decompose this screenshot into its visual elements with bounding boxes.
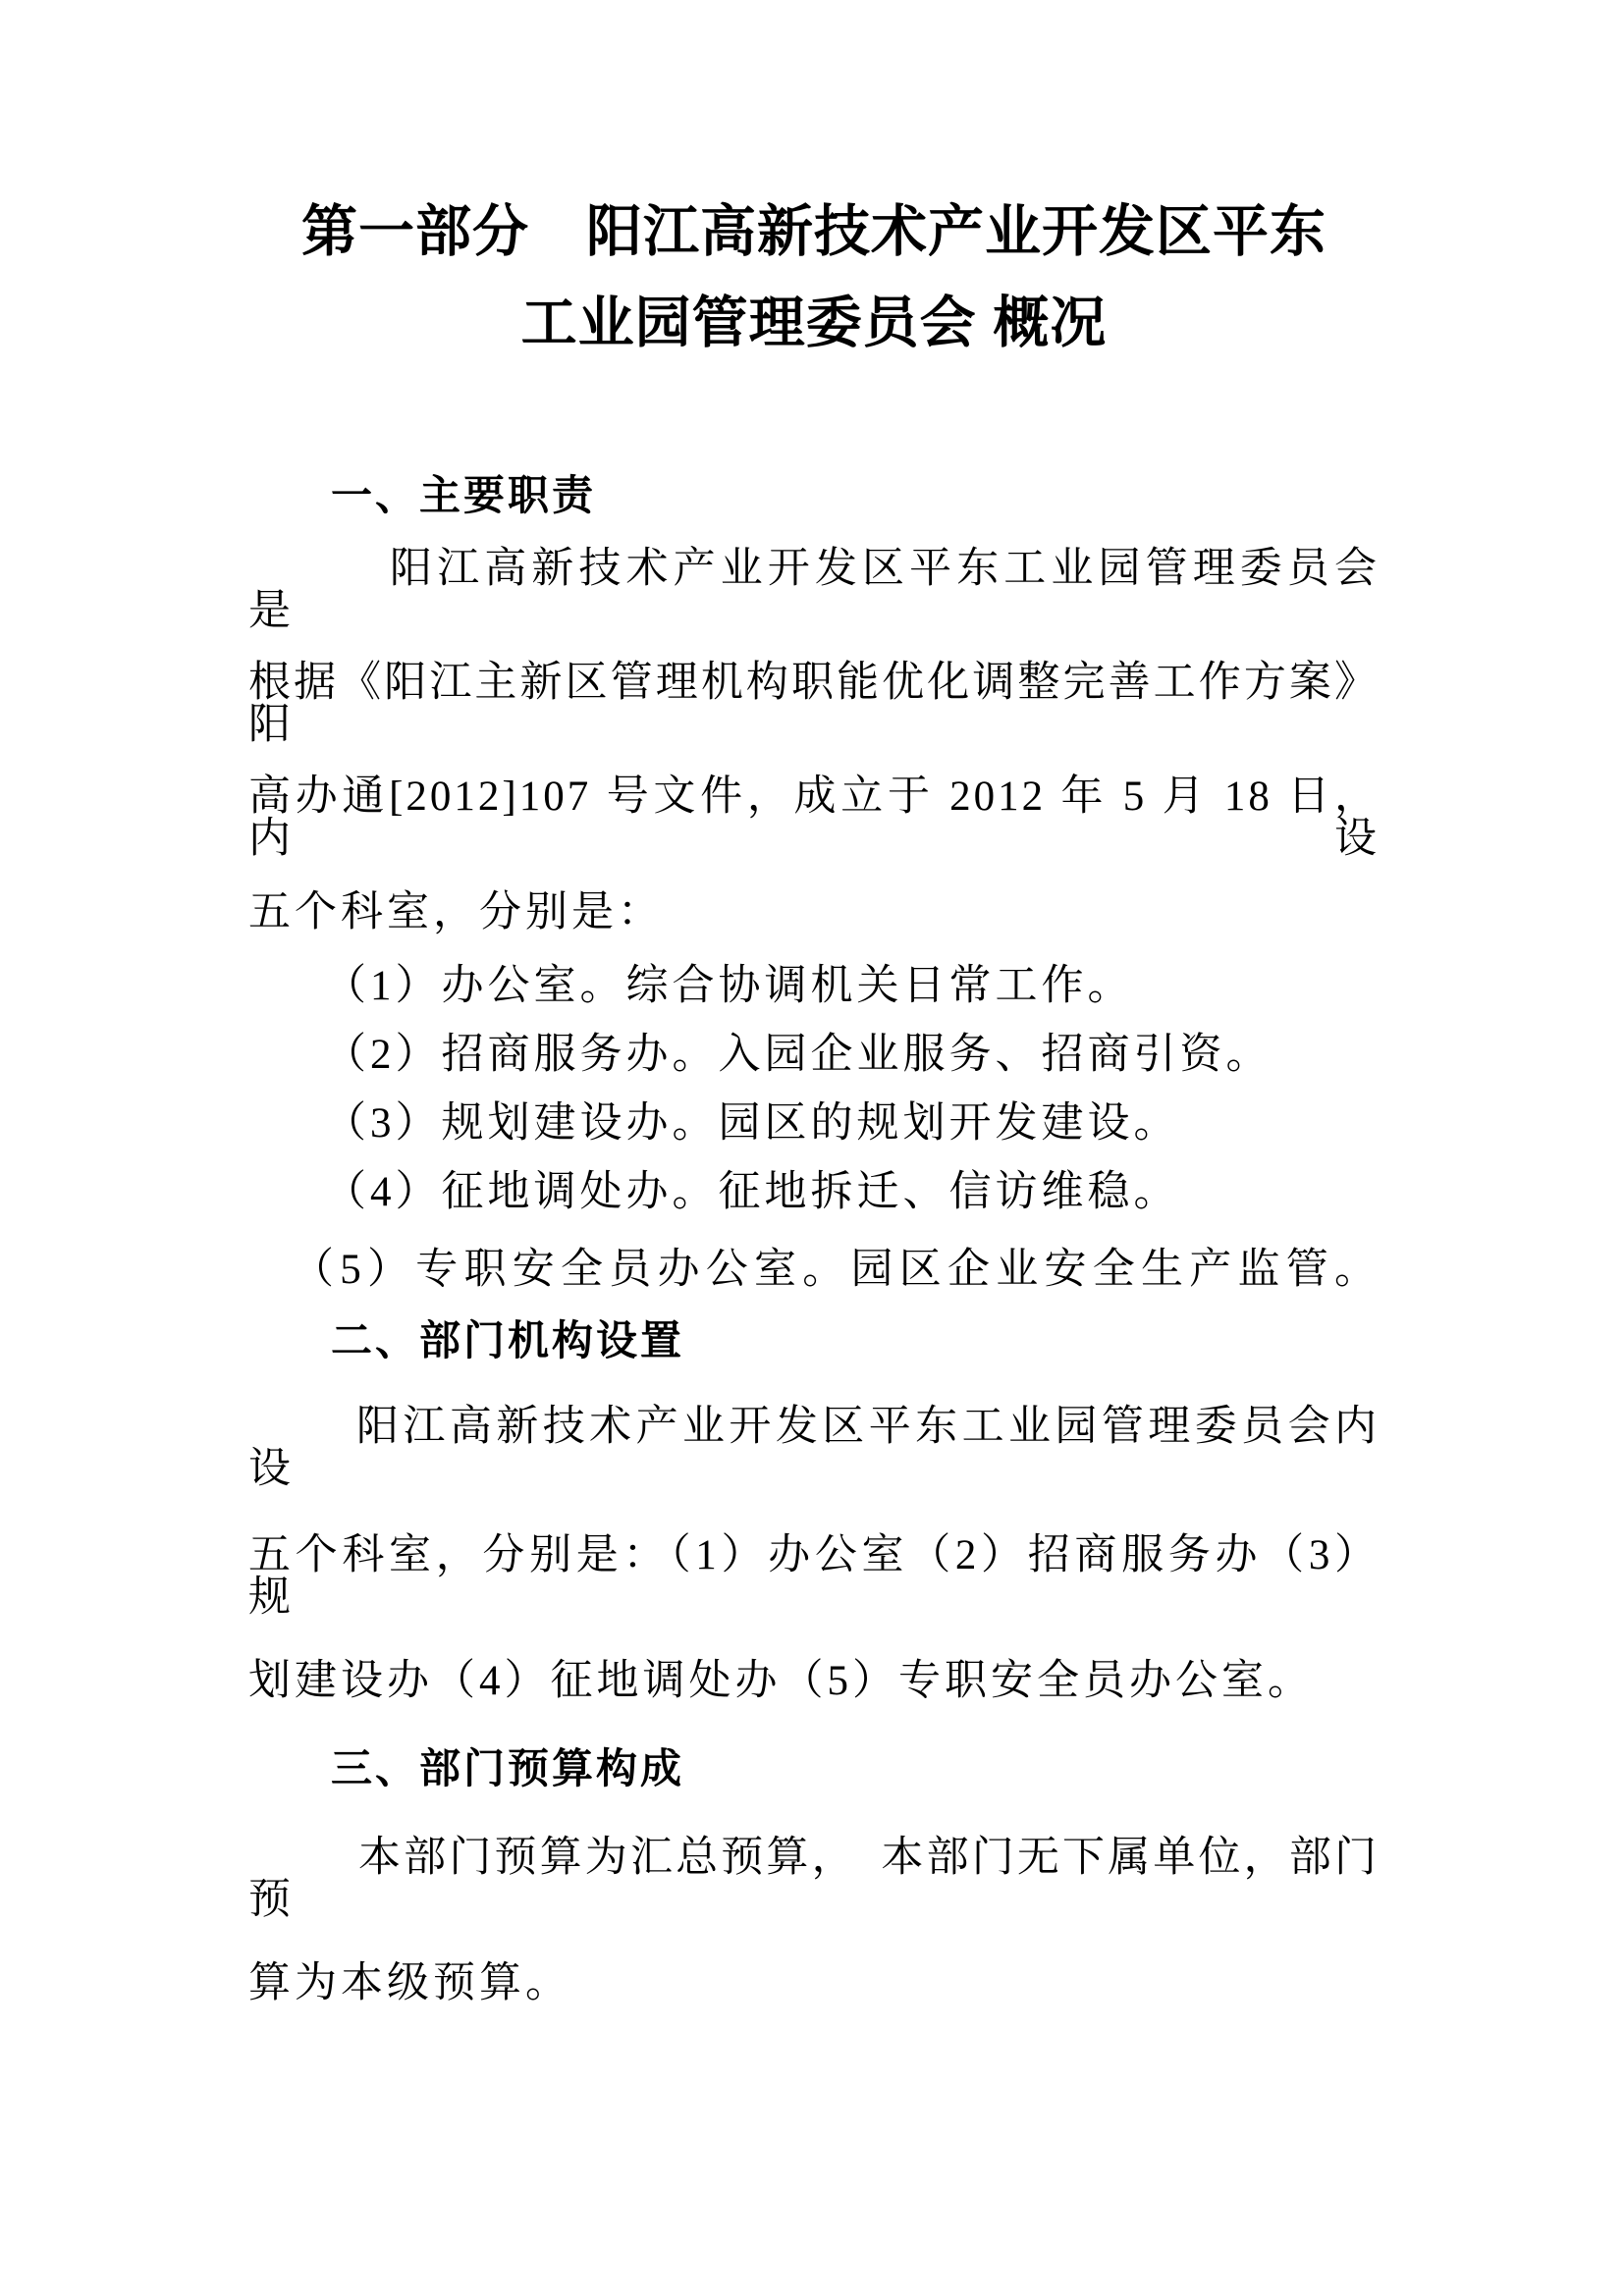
list-item: （2）招商服务办。入园企业服务、招商引资。 bbox=[324, 1032, 1272, 1078]
section-1-heading: 一、主要职责 bbox=[331, 472, 597, 518]
paragraph-line: 本部门预算为汇总预算， 本部门无下属单位，部门预 bbox=[248, 1835, 1380, 1923]
paragraph-line: 算为本级预算。 bbox=[248, 1960, 571, 2006]
paragraph-line: 五个科室，分别是： bbox=[248, 889, 664, 935]
paragraph-line: 阳江高新技术产业开发区平东工业园管理委员会内设 bbox=[248, 1404, 1380, 1492]
title-line-2: 工业园管理委员会 概况 bbox=[520, 292, 1108, 354]
list-item: （4）征地调处办。征地拆迁、信访维稳。 bbox=[324, 1169, 1180, 1215]
paragraph-line: 划建设办（4）征地调处办（5）专职安全员办公室。 bbox=[248, 1658, 1314, 1704]
paragraph-line: 根据《阳江主新区管理机构职能优化调整完善工作方案》阳 bbox=[248, 660, 1380, 748]
title-line-1: 第一部分 阳江高新技术产业开发区平东 bbox=[301, 200, 1326, 263]
section-department-structure bbox=[248, 1317, 1380, 1704]
section-2-heading: 二、部门机构设置 bbox=[331, 1317, 685, 1363]
section-3-heading: 三、部门预算构成 bbox=[331, 1745, 685, 1791]
section-budget-composition bbox=[248, 1745, 1380, 2006]
paragraph-line: 阳江高新技术产业开发区平东工业园管理委员会是 bbox=[248, 546, 1380, 634]
document-title bbox=[248, 200, 1380, 354]
section-main-duties bbox=[248, 472, 1380, 1293]
paragraph-line: 高办通[2012]107 号文件，成立于 2012 年 5 月 18 日，内设 bbox=[248, 774, 1380, 862]
paragraph-line: 五个科室，分别是：（1）办公室（2）招商服务办（3）规 bbox=[248, 1532, 1380, 1621]
list-item: （5）专职安全员办公室。园区企业安全生产监管。 bbox=[292, 1247, 1380, 1293]
list-item: （3）规划建设办。园区的规划开发建设。 bbox=[324, 1100, 1180, 1147]
list-item: （1）办公室。综合协调机关日常工作。 bbox=[324, 963, 1134, 1009]
